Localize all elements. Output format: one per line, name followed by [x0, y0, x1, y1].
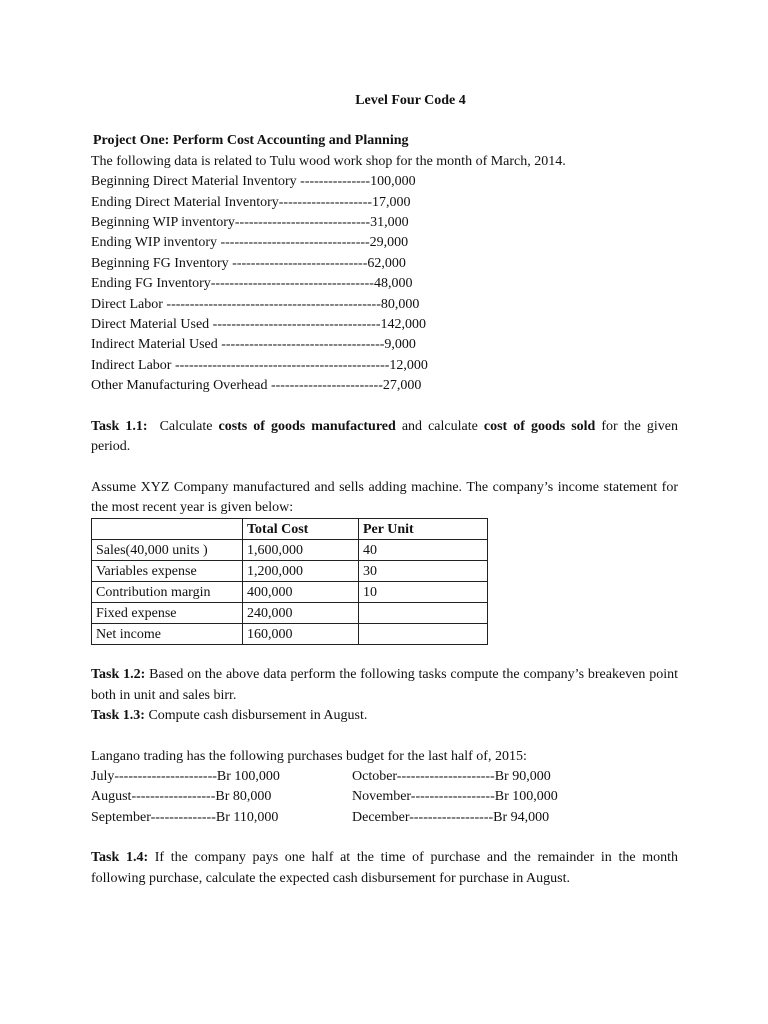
budget-item: September--------------Br 110,000 [91, 809, 279, 825]
table-cell: 30 [359, 561, 488, 582]
task-label: Task 1.1: [91, 418, 148, 434]
inventory-line: Other Manufacturing Overhead ------------------------27,000 [91, 378, 422, 394]
inventory-line: Direct Material Used ------------------------------------142,000 [91, 317, 427, 333]
table-row [92, 582, 488, 603]
inventory-list [91, 172, 678, 396]
table-row [92, 603, 488, 624]
budget-item: December------------------Br 94,000 [352, 809, 550, 825]
task-1-4: Task 1.4: If the company pays one half at the time of purchase and the remainder in the month following purchase, calculate the expected cash disbursement for purchase in August. [91, 850, 678, 886]
table-cell: 1,600,000 [243, 540, 359, 561]
task-1-3: Task 1.3: Compute cash disbursement in August. [91, 708, 368, 724]
budget-item: July----------------------Br 100,000 [91, 768, 280, 784]
table-cell: 400,000 [243, 582, 359, 603]
table-header [92, 519, 243, 540]
langano-paragraph: Langano trading has the following purchases budget for the last half of, 2015: [91, 748, 527, 764]
table-cell: 1,200,000 [243, 561, 359, 582]
table-row [92, 561, 488, 582]
task-1-2: Task 1.2: Based on the above data perform the following tasks compute the company’s breakeven point both in unit and sales birr. [91, 667, 678, 703]
project-heading: Project One: Perform Cost Accounting and Planning [93, 133, 409, 149]
table-header: Total Cost [243, 519, 359, 540]
document-content [91, 91, 678, 889]
purchases-budget [91, 767, 678, 828]
inventory-line: Direct Labor ----------------------------------------------80,000 [91, 296, 420, 312]
table-cell [359, 603, 488, 624]
table-cell: 40 [359, 540, 488, 561]
document-title: Level Four Code 4 [355, 93, 466, 108]
task-label: Task 1.2: [91, 667, 146, 683]
income-statement-table [91, 518, 488, 645]
task-label: Task 1.3: [91, 708, 145, 724]
inventory-line: Ending FG Inventory-----------------------------------48,000 [91, 276, 413, 292]
inventory-line: Beginning Direct Material Inventory ---------------100,000 [91, 174, 416, 190]
budget-item: August------------------Br 80,000 [91, 789, 272, 805]
table-header: Per Unit [359, 519, 488, 540]
table-cell: Net income [92, 624, 243, 645]
table-cell: Fixed expense [92, 603, 243, 624]
budget-item: October---------------------Br 90,000 [352, 768, 551, 784]
task-label: Task 1.4: [91, 850, 149, 866]
table-cell [359, 624, 488, 645]
table-cell: 10 [359, 582, 488, 603]
table-cell: Contribution margin [92, 582, 243, 603]
inventory-line: Indirect Labor ----------------------------------------------12,000 [91, 357, 428, 373]
table-cell: 160,000 [243, 624, 359, 645]
intro-paragraph: The following data is related to Tulu wood work shop for the month of March, 2014. [91, 153, 566, 169]
budget-item: November------------------Br 100,000 [352, 789, 558, 805]
table-row [92, 624, 488, 645]
table-cell: Variables expense [92, 561, 243, 582]
inventory-line: Ending WIP inventory --------------------------------29,000 [91, 235, 409, 251]
table-cell: Sales(40,000 units ) [92, 540, 243, 561]
table-cell: 240,000 [243, 603, 359, 624]
table-header-row [92, 519, 488, 540]
inventory-line: Ending Direct Material Inventory--------------------17,000 [91, 194, 411, 210]
inventory-line: Beginning WIP inventory-----------------------------31,000 [91, 215, 409, 231]
inventory-line: Beginning FG Inventory -----------------------------62,000 [91, 255, 406, 271]
table-row [92, 540, 488, 561]
task-1-1: Task 1.1: Calculate costs of goods manufactured and calculate cost of goods sold for the given period. [91, 418, 678, 455]
assume-paragraph: Assume XYZ Company manufactured and sells adding machine. The company’s income statement for the most recent year is given below: [91, 479, 678, 515]
inventory-line: Indirect Material Used -----------------------------------9,000 [91, 337, 416, 353]
